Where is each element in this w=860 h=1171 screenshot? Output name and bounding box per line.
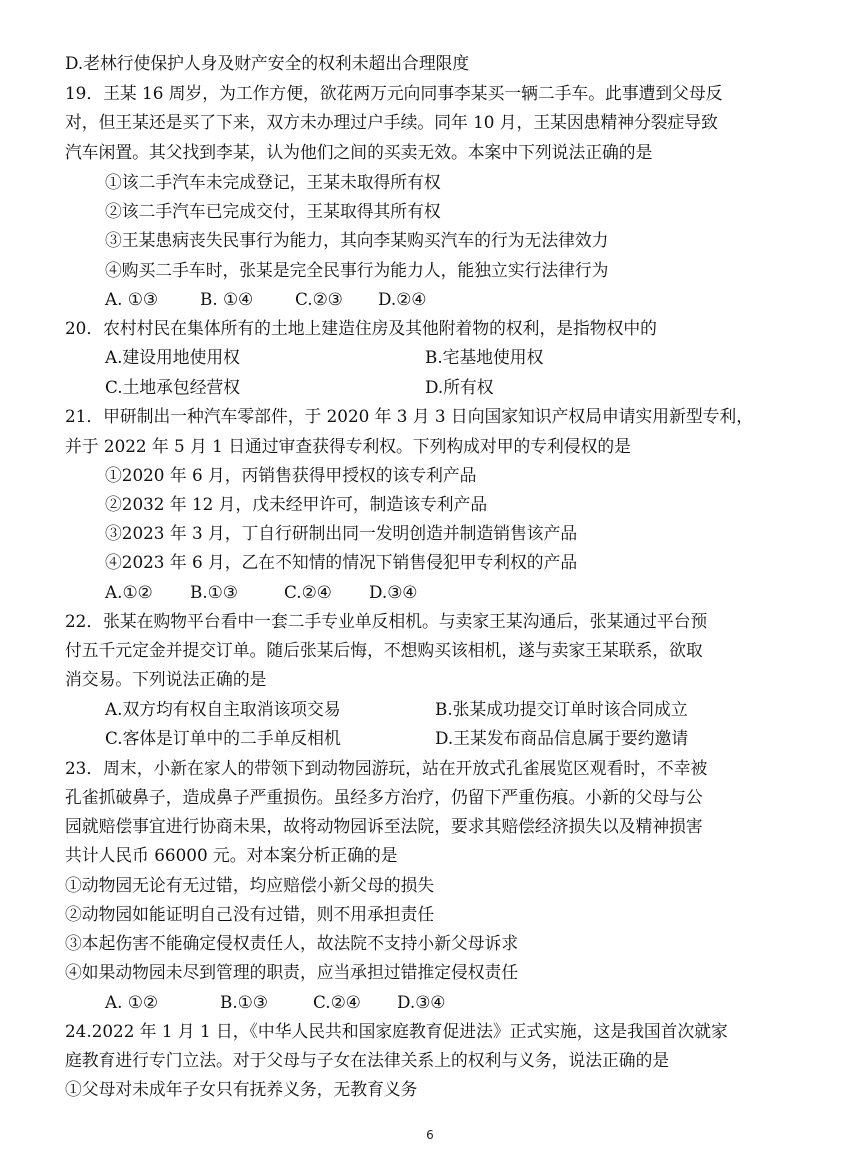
q19-option-c: C.②③ xyxy=(295,289,343,309)
q23-stem-line: 孔雀抓破鼻子，造成鼻子严重损伤。虽经多方治疗，仍留下严重伤痕。小新的父母与公 xyxy=(65,787,703,807)
q22-stem-line: 付五千元定金并提交订单。随后张某后悔，不想购买该相机，遂与卖家王某联系，欲取 xyxy=(65,640,703,660)
q21-stem-line: 并于 2022 年 5 月 1 日通过审查获得专利权。下列构成对甲的专利侵权的是 xyxy=(65,436,631,456)
q21-stem-line: 21．甲研制出一种汽车零部件，于 2020 年 3 月 3 日向国家知识产权局申请实用新型专利， xyxy=(65,406,753,426)
q23-item: ③本起伤害不能确定侵权责任人，故法院不支持小新父母诉求 xyxy=(65,933,519,953)
q24-stem-line: 24.2022 年 1 月 1 日，《中华人民共和国家庭教育促进法》正式实施，这是我国首次就家 xyxy=(65,1021,728,1041)
q21-option-a: A.①② xyxy=(105,582,153,602)
q19-option-d: D.②④ xyxy=(378,289,427,309)
q19-item: ④购买二手车时，张某是完全民事行为能力人，能独立实行法律行为 xyxy=(105,260,609,280)
q24-item: ①父母对未成年子女只有抚养义务，无教育义务 xyxy=(65,1079,418,1099)
q23-option-c: C.②④ xyxy=(313,992,361,1012)
q20-option-b: B.宅基地使用权 xyxy=(425,347,544,367)
q19-stem-line: 对，但王某还是买了下来，双方未办理过户手续。同年 10 月，王某因患精神分裂症导致 xyxy=(65,112,718,132)
q23-option-d: D.③④ xyxy=(397,992,446,1012)
q21-option-d: D.③④ xyxy=(369,582,418,602)
q21-item: ③2023 年 3 月，丁自行研制出同一发明创造并制造销售该产品 xyxy=(105,523,578,543)
q23-stem-line: 共计人民币 66000 元。对本案分析正确的是 xyxy=(65,845,398,865)
q22-option-d: D.王某发布商品信息属于要约邀请 xyxy=(435,728,689,748)
q18-option-d: D.老林行使保护人身及财产安全的权利未超出合理限度 xyxy=(65,53,470,73)
q24-stem-line: 庭教育进行专门立法。对于父母与子女在法律关系上的权利与义务，说法正确的是 xyxy=(65,1050,670,1070)
q19-option-a: A. ①③ xyxy=(105,289,158,309)
q23-item: ④如果动物园未尽到管理的职责，应当承担过错推定侵权责任 xyxy=(65,962,519,982)
q19-option-b: B. ①④ xyxy=(200,289,254,309)
q23-option-a: A. ①② xyxy=(105,992,158,1012)
q21-item: ②2032 年 12 月，戊未经甲许可，制造该专利产品 xyxy=(105,494,488,514)
q22-option-a: A.双方均有权自主取消该项交易 xyxy=(105,699,341,719)
q21-item: ④2023 年 6 月，乙在不知情的情况下销售侵犯甲专利权的产品 xyxy=(105,552,578,572)
q19-item: ②该二手汽车已完成交付，王某取得其所有权 xyxy=(105,201,441,221)
q23-item: ①动物园无论有无过错，均应赔偿小新父母的损失 xyxy=(65,875,435,895)
q19-item: ①该二手汽车未完成登记，王某未取得所有权 xyxy=(105,172,441,192)
q22-option-c: C.客体是订单中的二手单反相机 xyxy=(105,728,341,748)
q22-stem-line: 22．张某在购物平台看中一套二手专业单反相机。与卖家王某沟通后，张某通过平台预 xyxy=(65,611,708,631)
q19-item: ③王某患病丧失民事行为能力，其向李某购买汽车的行为无法律效力 xyxy=(105,230,609,250)
q19-stem-line: 19．王某 16 周岁，为工作方便，欲花两万元向同事李某买一辆二手车。此事遭到父母反 xyxy=(65,83,723,103)
q22-option-b: B.张某成功提交订单时该合同成立 xyxy=(435,699,688,719)
q21-item: ①2020 年 6 月，丙销售获得甲授权的该专利产品 xyxy=(105,465,477,485)
q21-option-b: B.①③ xyxy=(190,582,238,602)
q19-stem-line: 汽车闲置。其父找到李某，认为他们之间的买卖无效。本案中下列说法正确的是 xyxy=(65,142,653,162)
q22-stem-line: 消交易。下列说法正确的是 xyxy=(65,669,267,689)
q20-option-a: A.建设用地使用权 xyxy=(105,347,240,367)
q20-stem: 20．农村村民在集体所有的土地上建造住房及其他附着物的权利，是指物权中的 xyxy=(65,318,657,338)
q21-option-c: C.②④ xyxy=(284,582,332,602)
q23-stem-line: 园就赔偿事宜进行协商未果，故将动物园诉至法院，要求其赔偿经济损失以及精神损害 xyxy=(65,816,703,836)
q23-stem-line: 23．周末，小新在家人的带领下到动物园游玩，站在开放式孔雀展览区观看时，不幸被 xyxy=(65,758,708,778)
q20-option-d: D.所有权 xyxy=(425,377,494,397)
q20-option-c: C.土地承包经营权 xyxy=(105,377,241,397)
q23-item: ②动物园如能证明自己没有过错，则不用承担责任 xyxy=(65,904,435,924)
page-number: 6 xyxy=(426,1128,434,1142)
q23-option-b: B.①③ xyxy=(220,992,268,1012)
